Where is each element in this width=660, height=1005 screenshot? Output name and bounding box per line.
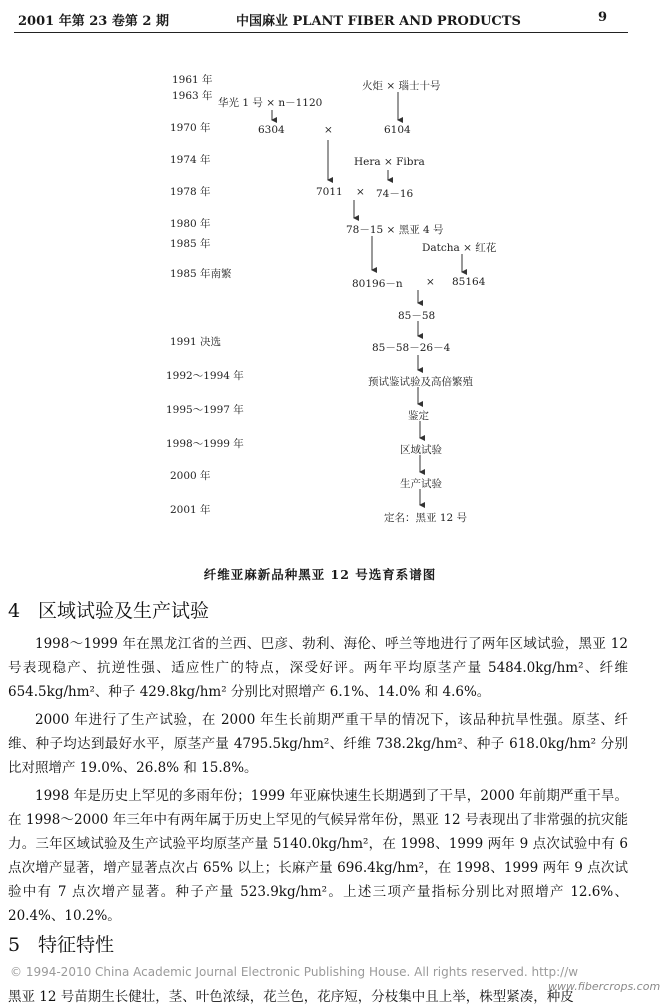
year-1998-1999: 1998～1999 年	[166, 438, 244, 450]
journal-issue: 2001 年第 23 卷第 2 期	[18, 14, 169, 29]
section-5-heading	[8, 930, 114, 957]
year-2000: 2000 年	[170, 470, 211, 482]
site-watermark: www.fibercrops.com	[548, 980, 660, 993]
year-1961: 1961 年	[172, 74, 213, 86]
node-85-58: 85－58	[398, 310, 436, 322]
node-cross-3: ×	[426, 276, 435, 288]
node-80196-n: 80196－n	[352, 278, 403, 290]
year-1980: 1980 年	[170, 218, 211, 230]
section-5-number: 5	[8, 934, 21, 956]
section-4-paragraph-3: 1998 年是历史上罕见的多雨年份；1999 年亚麻快速生长期遇到了干旱，2000 年前期严重干旱。在 1998～2000 年三年中有两年属于历史上罕见的气候异常年份，黑亚 12 号表现出了非常强的抗灾能力。三年区域试验及生产试验平均原茎产量 5140.0kg/hm²，在 1998、1999 两年 9 点次试验中有 6 点次增产显著，增产显著点次占 65% 以上；长麻产量 696.4kg/hm²，在 1998、1999 两年 9 点次试验中有 7 点次增产显著。种子产量 523.9kg/hm²。上述三项产量指标分别比对照增产 12.6%、20.4%、10.2%。	[8, 788, 628, 924]
node-78-15-cross: 78－15 × 黑亚 4 号	[346, 224, 444, 236]
year-2001: 2001 年	[170, 504, 211, 516]
pedigree-diagram	[0, 40, 640, 540]
year-1978: 1978 年	[170, 186, 211, 198]
section-4-number: 4	[8, 600, 21, 622]
year-1995-1997: 1995～1997 年	[166, 404, 244, 416]
year-1985-nanfan: 1985 年南繁	[170, 268, 232, 280]
node-7011: 7011	[316, 186, 343, 198]
node-datcha-cross: Datcha × 红花	[422, 242, 497, 254]
year-1970: 1970 年	[170, 122, 211, 134]
year-1985: 1985 年	[170, 238, 211, 250]
figure-caption: 纤维亚麻新品种黑亚 12 号选育系谱图	[203, 567, 437, 582]
node-naming: 定名：黑亚 12 号	[384, 512, 468, 524]
year-1963: 1963 年	[172, 90, 213, 102]
node-identification: 鉴定	[408, 410, 429, 422]
section-5-title: 特征特性	[38, 934, 115, 956]
node-85164: 85164	[452, 276, 486, 288]
pedigree-arrows	[0, 40, 640, 540]
node-hera-fibra: Hera × Fibra	[354, 156, 425, 168]
node-cross-2: ×	[356, 186, 365, 198]
year-1992-1994: 1992～1994 年	[166, 370, 244, 382]
node-6304: 6304	[258, 124, 285, 136]
page-number: 9	[598, 10, 608, 25]
year-1974: 1974 年	[170, 154, 211, 166]
node-preliminary-trial: 预试鉴试验及高倍繁殖	[368, 376, 473, 388]
section-4-paragraph-1: 1998～1999 年在黑龙江省的兰西、巴彦、勃利、海伦、呼兰等地进行了两年区域试验，黑亚 12 号表现稳产、抗逆性强、适应性广的特点，深受好评。两年平均原茎产量 5484.0kg/hm²、纤维 654.5kg/hm²、种子 429.8kg/hm² 分别比对照增产 6.1%、14.0% 和 4.6%。	[8, 636, 628, 700]
section-4-heading	[8, 596, 209, 623]
section-4-paragraph-2: 2000 年进行了生产试验，在 2000 年生长前期严重干旱的情况下，该品种抗旱性强。原茎、纤维、种子均达到最好水平，原茎产量 4795.5kg/hm²、纤维 738.2kg/hm²、种子 618.0kg/hm² 分别比对照增产 19.0%、26.8% 和 15.8%。	[8, 712, 628, 776]
journal-title: 中国麻业 PLANT FIBER AND PRODUCTS	[236, 14, 521, 29]
section-5-first-line: 黑亚 12 号苗期生长健壮，茎、叶色浓绿，花兰色，花序短，分枝集中且上举，株型紧凑，种皮	[8, 989, 574, 1005]
node-85-58-26-4: 85－58－26－4	[372, 342, 451, 354]
running-header	[0, 0, 640, 36]
node-huoju-cross: 火炬 × 瑙士十号	[362, 80, 441, 92]
node-production-trial: 生产试验	[400, 478, 442, 490]
section-4-title: 区域试验及生产试验	[38, 600, 210, 622]
header-rule	[14, 32, 628, 33]
year-1991: 1991 决选	[170, 336, 222, 348]
node-regional-trial: 区域试验	[400, 444, 442, 456]
copyright-watermark: © 1994-2010 China Academic Journal Electronic Publishing House. All rights reserved. http://w	[10, 965, 579, 979]
node-huaguang-cross: 华光 1 号 × n－1120	[218, 97, 323, 109]
node-6104: 6104	[384, 124, 411, 136]
node-74-16: 74－16	[376, 188, 414, 200]
node-cross-1: ×	[324, 124, 333, 136]
